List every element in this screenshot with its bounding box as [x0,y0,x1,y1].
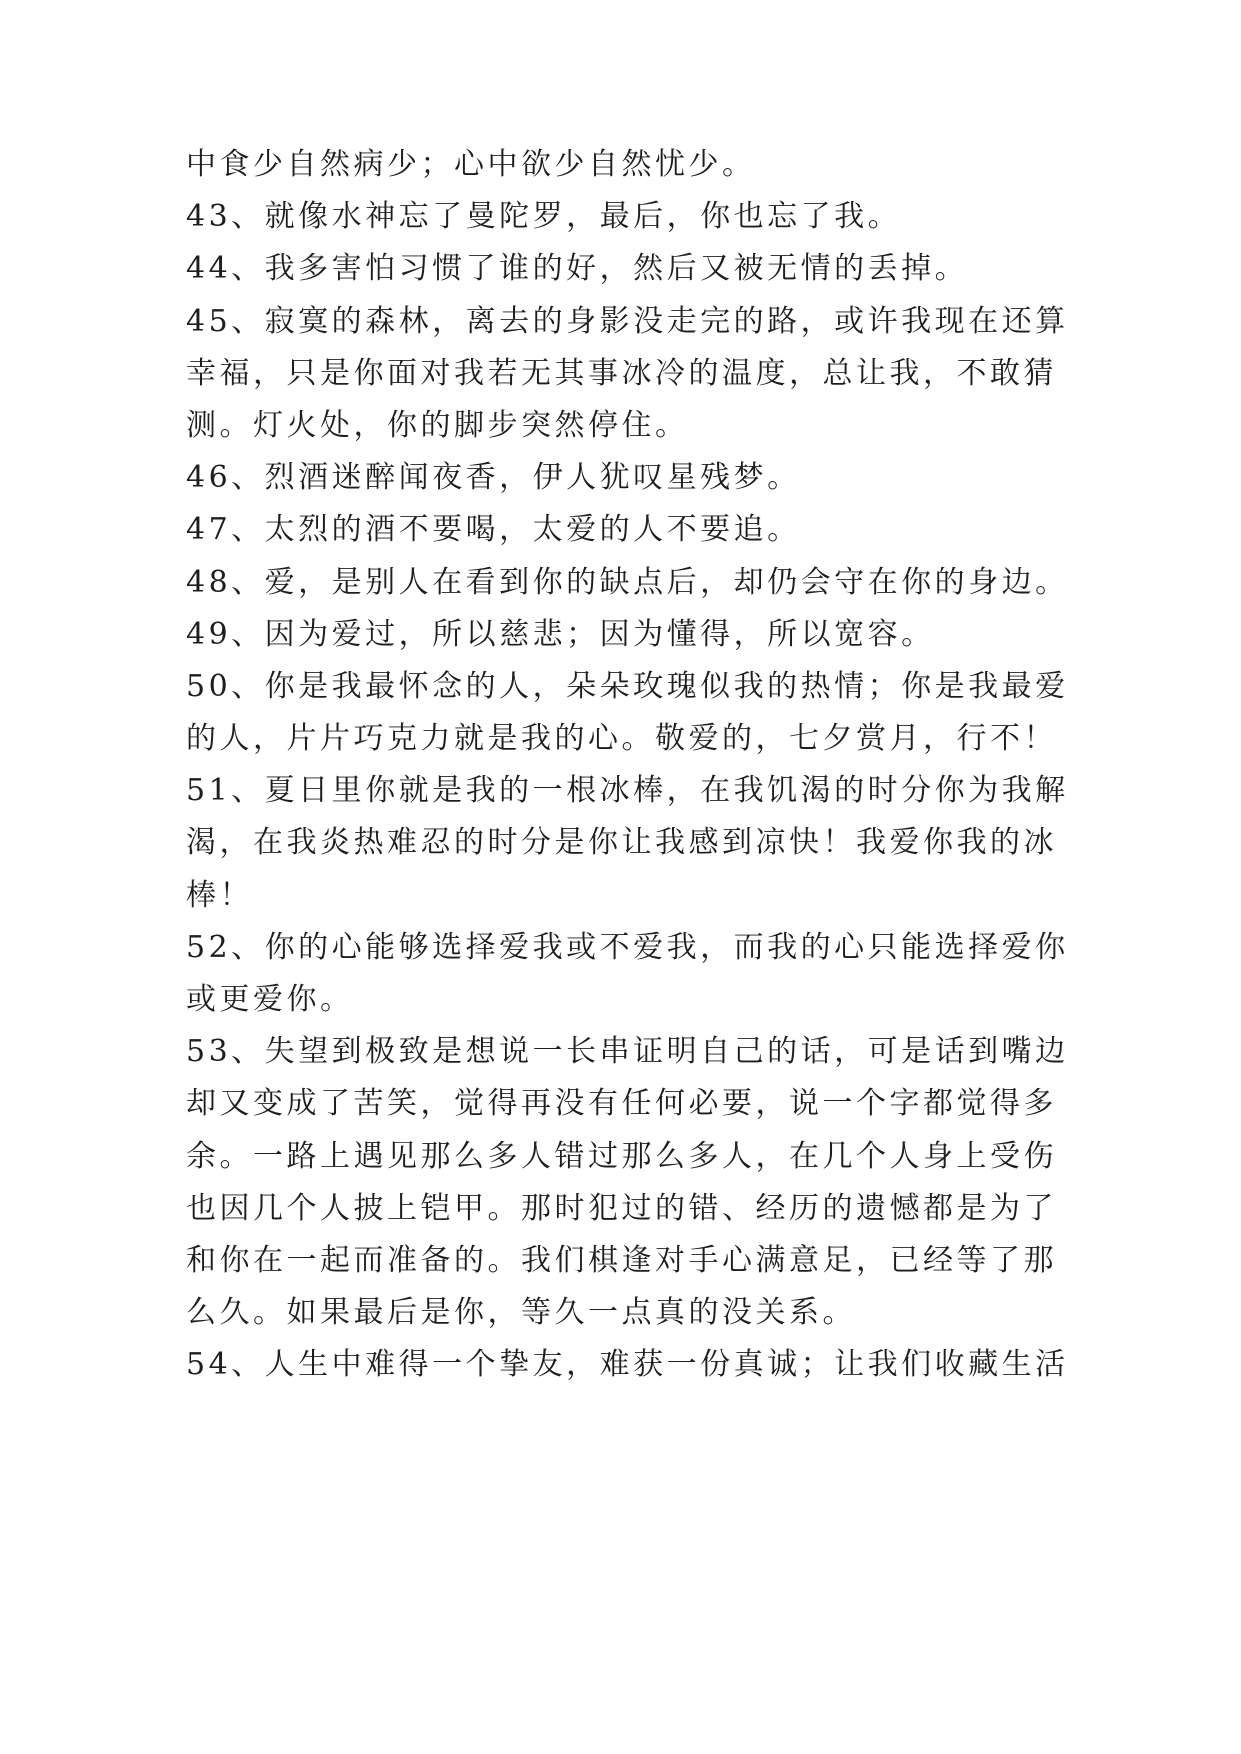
text-line: 53、失望到极致是想说一长串证明自己的话，可是话到嘴边 [186,1034,1069,1070]
text-line: 渴，在我炎热难忍的时分是你让我感到凉快！我爱你我的冰 [186,825,1057,861]
text-line: 测。灯火处，你的脚步突然停住。 [186,407,689,443]
text-line: 幸福，只是你面对我若无其事冰冷的温度，总让我，不敢猜 [186,355,1057,391]
text-line: 44、我多害怕习惯了谁的好，然后又被无情的丢掉。 [186,251,969,287]
text-line: 也因几个人披上铠甲。那时犯过的错、经历的遗憾都是为了 [186,1190,1057,1226]
text-line: 52、你的心能够选择爱我或不爱我，而我的心只能选择爱你 [186,929,1069,965]
text-line: 50、你是我最怀念的人，朵朵玫瑰似我的热情；你是我最爱 [186,668,1069,704]
text-line: 48、爱，是别人在看到你的缺点后，却仍会守在你的身边。 [186,564,1069,600]
text-line: 45、寂寞的森林，离去的身影没走完的路，或许我现在还算 [186,303,1069,339]
text-line: 的人，片片巧克力就是我的心。敬爱的，七夕赏月，行不！ [186,721,1057,757]
text-line: 么久。如果最后是你，等久一点真的没关系。 [186,1295,856,1331]
body-text [186,139,1186,1392]
text-line: 46、烈酒迷醉闻夜香，伊人犹叹星残梦。 [186,460,801,496]
text-line: 和你在一起而准备的。我们棋逢对手心满意足，已经等了那 [186,1242,1057,1278]
text-line: 47、太烈的酒不要喝，太爱的人不要追。 [186,512,801,548]
text-line: 余。一路上遇见那么多人错过那么多人，在几个人身上受伤 [186,1138,1057,1174]
text-line: 或更爱你。 [186,982,354,1017]
text-line: 49、因为爱过，所以慈悲；因为懂得，所以宽容。 [186,616,935,652]
text-line: 中食少自然病少；心中欲少自然忧少。 [186,147,756,182]
text-line: 43、就像水神忘了曼陀罗，最后，你也忘了我。 [186,199,902,235]
text-line: 54、人生中难得一个挚友，难获一份真诚；让我们收藏生活 [186,1347,1069,1383]
text-line: 棒！ [186,877,253,913]
text-line: 51、夏日里你就是我的一根冰棒，在我饥渴的时分你为我解 [186,773,1069,809]
text-line: 却又变成了苦笑，觉得再没有任何必要，说一个字都觉得多 [186,1086,1057,1122]
